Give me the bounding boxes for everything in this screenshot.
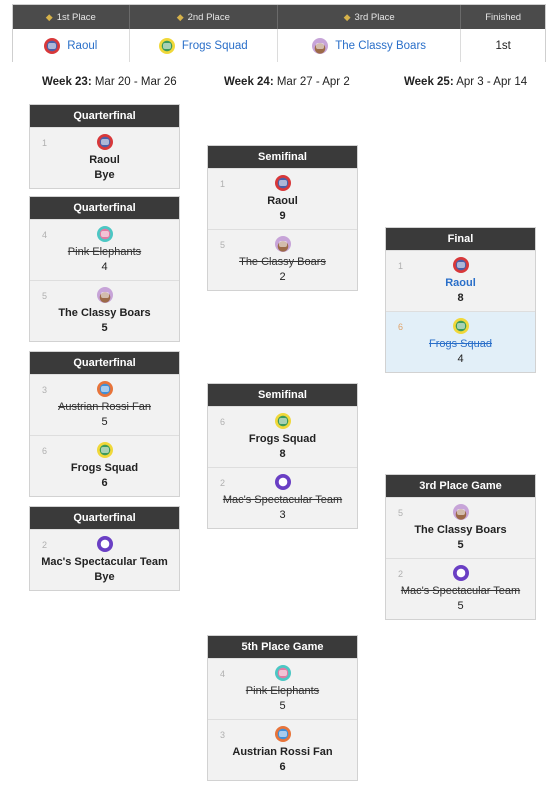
team-name[interactable]: Pink Elephants [245,685,320,697]
seed-number: 2 [398,569,404,579]
quarterfinal-4-card [29,506,180,591]
team-score: 4 [457,353,464,365]
seed-number: 5 [220,240,226,250]
team-score: 8 [279,448,286,460]
team-name[interactable]: Pink Elephants [67,246,142,258]
matchup-slot[interactable] [30,219,179,280]
team-score: 8 [457,292,464,304]
matchup-slot[interactable] [208,719,357,780]
header-1st-place: ◆ 1st Place [13,5,130,29]
team-avatar-icon [44,38,60,54]
team-name[interactable]: Raoul [89,154,120,166]
team-avatar-icon [275,236,291,252]
seed-number: 2 [42,540,48,550]
matchup-slot[interactable] [30,374,179,435]
team-avatar-icon [97,442,113,458]
team-avatar-icon [275,665,291,681]
team-score: 5 [101,322,108,334]
quarterfinal-3-card [29,351,180,497]
week-24-header: Week 24: Mar 27 - Apr 2 [224,76,350,88]
team-score: 6 [101,477,108,489]
seed-number: 4 [220,669,226,679]
team-avatar-icon [159,38,175,54]
seed-number: 5 [398,508,404,518]
seed-number: 2 [220,478,226,488]
matchup-slot[interactable] [386,558,535,619]
team-avatar-icon [97,287,113,303]
header-finished: Finished [485,11,522,23]
matchup-slot[interactable] [30,127,179,188]
semifinal-1-card [207,145,358,291]
seed-number: 1 [398,261,404,271]
team-avatar-icon [97,226,113,242]
trophy-icon: ◆ [45,11,53,22]
team-name[interactable]: Frogs Squad [70,462,139,474]
first-place-cell[interactable] [13,29,130,62]
team-avatar-icon [275,726,291,742]
match-title: Semifinal [208,146,357,168]
first-place-team-link[interactable]: Raoul [67,39,98,52]
team-name[interactable]: Frogs Squad [429,338,492,350]
team-avatar-icon [312,38,328,54]
matchup-slot[interactable] [208,229,357,290]
team-avatar-icon [453,257,469,273]
seed-number: 6 [220,417,226,427]
seed-number: 6 [42,446,48,456]
matchup-slot[interactable] [386,311,535,372]
standings-summary-table [12,4,546,62]
quarterfinal-1-card [29,104,180,189]
week-23-header: Week 23: Mar 20 - Mar 26 [42,76,177,88]
team-name[interactable]: Raoul [445,277,476,289]
header-2nd-place: ◆ 2nd Place [130,5,278,29]
team-avatar-icon [97,536,113,552]
matchup-slot[interactable] [208,658,357,719]
match-title: Quarterfinal [30,197,179,219]
matchup-slot[interactable] [30,529,179,590]
summary-header-row [13,5,545,29]
match-title: 5th Place Game [208,636,357,658]
team-score: 5 [101,416,108,428]
week-25-header: Week 25: Apr 3 - Apr 14 [404,76,528,88]
team-name[interactable]: Raoul [267,195,298,207]
trophy-icon: ◆ [343,11,351,22]
team-score: 5 [279,700,286,712]
team-name[interactable]: The Classy Boars [58,307,151,319]
match-title: Quarterfinal [30,105,179,127]
team-name[interactable]: Mac's Spectacular Team [222,494,343,506]
team-avatar-icon [97,134,113,150]
team-score: 5 [457,539,464,551]
header-3rd-place: ◆ 3rd Place [278,5,461,29]
matchup-slot[interactable] [386,250,535,311]
match-title: Final [386,228,535,250]
team-avatar-icon [97,381,113,397]
matchup-slot[interactable] [208,467,357,528]
second-place-cell[interactable] [130,29,278,62]
team-avatar-icon [275,474,291,490]
team-score: 2 [279,271,286,283]
matchup-slot[interactable] [30,280,179,341]
matchup-slot[interactable] [208,406,357,467]
team-name[interactable]: Austrian Rossi Fan [58,401,151,413]
team-score: 3 [279,509,286,521]
third-place-team-link[interactable]: The Classy Boars [335,39,427,52]
summary-body-row [13,29,545,62]
match-title: Quarterfinal [30,352,179,374]
seed-number: 6 [398,322,404,332]
team-avatar-icon [453,565,469,581]
second-place-team-link[interactable]: Frogs Squad [181,39,248,52]
team-name[interactable]: Frogs Squad [248,433,317,445]
match-title: 3rd Place Game [386,475,535,497]
team-score: 6 [279,761,286,773]
team-score: 4 [101,261,108,273]
team-name[interactable]: Austrian Rossi Fan [232,746,333,758]
team-score: Bye [94,169,115,181]
seed-number: 3 [42,385,48,395]
team-name[interactable]: The Classy Boars [414,524,507,536]
team-avatar-icon [275,175,291,191]
fifth-place-game-card [207,635,358,781]
team-name[interactable]: Mac's Spectacular Team [400,585,521,597]
match-title: Quarterfinal [30,507,179,529]
final-card [385,227,536,373]
trophy-icon: ◆ [176,11,184,22]
seed-number: 3 [220,730,226,740]
match-title: Semifinal [208,384,357,406]
team-avatar-icon [275,413,291,429]
third-place-cell[interactable] [278,29,461,62]
seed-number: 5 [42,291,48,301]
matchup-slot[interactable] [208,168,357,229]
team-avatar-icon [453,318,469,334]
seed-number: 1 [42,138,48,148]
team-score: 9 [279,210,286,222]
matchup-slot[interactable] [386,497,535,558]
quarterfinal-2-card [29,196,180,342]
team-score: 5 [457,600,464,612]
seed-number: 4 [42,230,48,240]
team-name[interactable]: Mac's Spectacular Team [41,556,168,568]
third-place-game-card [385,474,536,620]
matchup-slot[interactable] [30,435,179,496]
finished-cell: 1st [495,39,511,52]
team-name[interactable]: The Classy Boars [239,256,326,268]
team-score: Bye [94,571,115,583]
seed-number: 1 [220,179,226,189]
team-avatar-icon [453,504,469,520]
semifinal-2-card [207,383,358,529]
